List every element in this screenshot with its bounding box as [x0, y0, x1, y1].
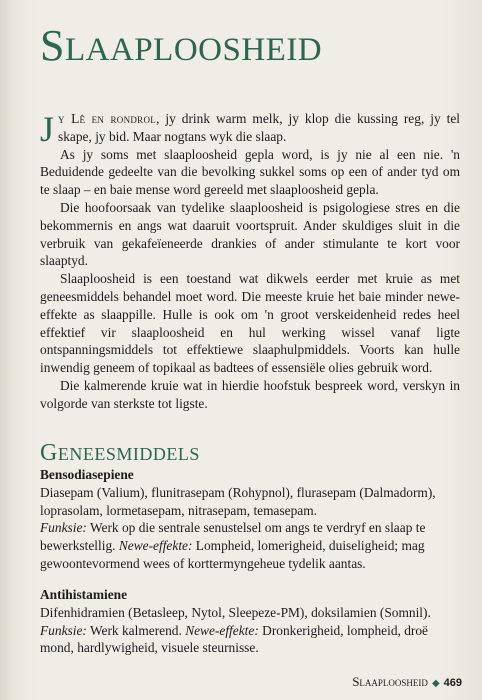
drug-description [40, 519, 460, 572]
section-heading-initial: G [40, 440, 58, 466]
title-initial: S [40, 21, 65, 70]
diamond-icon: ◆ [431, 678, 440, 689]
intro-paragraph: Slaaploosheid is een toestand wat dikwels eerder met kruie as met geneesmiddels behandel moet word. Die meeste kruie het baie minder newe-effekte as slaappille. Hulle is ook om 'n groot verskeidenheid redes heel effektief vir slaaploosheid en hul werking wissel vanaf ligte ontspanningsmiddels tot effektiewe slaaphulpmiddels. Voorts kan hulle inwendig geneem of topikaal as badtees of essensiële olies gebruik word. [40, 271, 460, 376]
intro-first-paragraph [40, 109, 461, 149]
page-number: 469 [443, 677, 462, 689]
lead-in-smallcaps: y Lê en rondrol [58, 111, 157, 126]
drug-list: Diasepam (Valium), flunitrasepam (Rohypnol), flurasepam (Dalmadorm), loprasolam, lormetasepam, nitrasepam, temasepam. [40, 484, 436, 518]
side-effects-text: Lompheid, lomerigheid, duiseligheid; mag gewoontevormend wees of korttermyngeheue tydelik aantas. [40, 538, 425, 571]
drug-list: Difenhidramien (Betasleep, Nytol, Sleepeze-PM), doksilamien (Somnil). [40, 604, 431, 620]
side-effects-label: Newe-effekte: [118, 538, 193, 554]
section-heading-rest: ENEESMIDDELS [57, 444, 200, 464]
lead-in-rest: , jy drink warm melk, jy klop die kussing reg, jy tel skape, jy bid. Maar nogtans wyk die slaap. [58, 111, 461, 144]
drug-group-bensodiasepiene [40, 466, 460, 573]
drug-group-title: Antihistamiene [40, 587, 128, 602]
section-heading [40, 440, 440, 467]
function-label: Funksie: [40, 520, 87, 536]
function-label: Funksie: [40, 622, 87, 638]
page-footer [352, 674, 462, 690]
page-title [40, 21, 440, 72]
title-rest: LAAPLOOSHEID [64, 32, 323, 68]
side-effects-label: Newe-effekte: [185, 622, 259, 638]
running-title: Slaaploosheid [352, 674, 428, 689]
function-text: Werk op die sentrale senustelsel om angs te verdryf en slaap te bewerkstellig. [40, 520, 426, 554]
drug-group-title: Bensodiasepiene [40, 467, 134, 482]
drug-group-antihistamiene [40, 586, 460, 657]
intro-paragraph: Die hoofoorsaak van tydelike slaaploosheid is psigologiese stres en die bekommernis en angs wat daaruit voortspruit. Ander skuldiges sluit in die verbruik van gekafeïeneerde drankies of ander stimulante te kort voor slaaptyd. [40, 199, 460, 269]
drug-description [40, 622, 460, 658]
function-text: Werk kalmerend. [86, 622, 186, 638]
intro-text [40, 110, 460, 413]
intro-paragraph: Die kalmerende kruie wat in hierdie hoofstuk bespreek word, verskyn in volgorde van sterkste tot ligste. [40, 377, 460, 411]
intro-paragraph: As jy soms met slaaploosheid gepla word, is jy nie al een nie. 'n Beduidende gedeelte van die bevolking sukkel soms op een of ander tyd om te slaap – en baie mense word gereeld met slaaploosheid gepla. [40, 146, 460, 198]
side-effects-text: Dronkerigheid, lompheid, droë mond, hardlywigheid, visuele steurnisse. [40, 622, 428, 656]
drop-cap: J [40, 109, 55, 149]
